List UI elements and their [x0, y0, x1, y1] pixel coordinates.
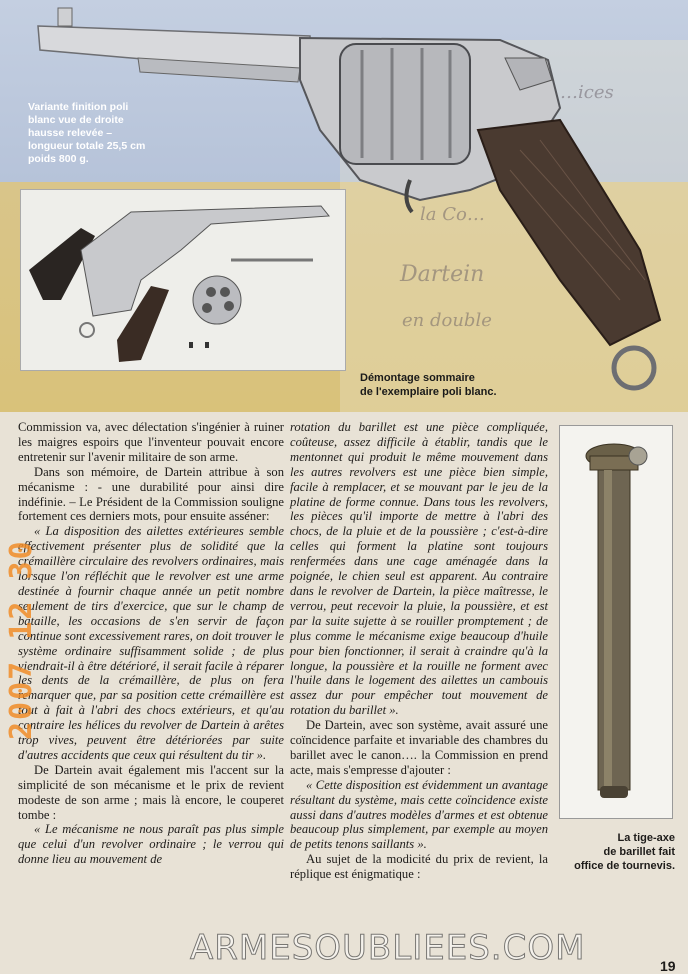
top-banner [0, 0, 688, 412]
side-caption-line2: de barillet fait [603, 846, 675, 858]
side-caption [563, 831, 675, 873]
middle-caption-line1: Démontage sommaire [360, 372, 475, 384]
disassembly-photo [21, 190, 345, 370]
quote-paragraph: rotation du barillet est une pièce compliquée, coûteuse, assez difficile à établir, tandis que le mentonnet qui produit le même mouvement dans les autres revolvers est une pièce bien simple, facile à remplacer, et se mouvant par le jeu de la platine de forme connue. Dans tous les revolvers, les pièces qu'il importe de mettre à l'abri des chocs, de la pluie et de la poussière ; c'est-à-dire celles qui forment la platine sont toujours renfermées dans une cage aménagée dans la poignée, le chien seul est apparent. Au contraire dans le revolver de Dartein, la pièce maîtresse, le verrou, peut recevoir la pluie, la poussière, et est par la suite sujette à se rouiller promptement ; de plus comme le mécanisme exige beaucoup d'huile pour bien fonctionner, il serait à craindre qu'à la longue, la poussière et la rouille ne forment avec l'huile dans le logement des ailettes un cambouis assez dur pour empêcher tout mouvement de rotation du barillet ». [290, 420, 548, 718]
cylinder-axis-photo [560, 426, 672, 818]
text-column-left [18, 420, 284, 867]
side-caption-line1: La tige-axe [617, 832, 675, 844]
middle-caption-line2: de l'exemplaire poli blanc. [360, 386, 497, 398]
handwriting-2: la Co… [420, 204, 485, 225]
paragraph: Au sujet de la modicité du prix de revient, la réplique est énigmatique : [290, 852, 548, 882]
paragraph: De Dartein avait également mis l'accent sur la simplicité de son mécanisme et le prix de revient modeste de son arme ; mais là encore, le couperet tombe : [18, 762, 284, 822]
paragraph: De Dartein, avec son système, avait assuré une coïncidence parfaite et invariable des chambres du barillet avec le canon…. la Commission en prend acte, mais s'empresse d'ajouter : [290, 718, 548, 777]
cylinder-axis-rod [560, 426, 672, 818]
paragraph: Dans son mémoire, de Dartein attribue à son mécanisme : - une durabilité pour ainsi dire indéfinie. – Le Président de la Commission souligne fortement ces derniers mots, pour ensuite asséner: [18, 464, 284, 524]
text-column-middle [290, 420, 548, 882]
cylinder [193, 276, 241, 324]
handwriting-4: en double [402, 310, 492, 331]
page-number: 19 [660, 958, 676, 974]
date-stamp: 2007 12 30 [4, 539, 39, 740]
quote-paragraph: « Le mécanisme ne nous paraît pas plus simple que celui d'un revolver ordinaire ; le verrou qui donne lieu au mouvement de [18, 822, 284, 867]
paragraph: Commission va, avec délectation s'ingénier à ruiner les maigres espoirs que l'inventeur pouvait encore entretenir sur l'avenir militaire de son arme. [18, 420, 284, 464]
handwriting-3: Dartein [400, 262, 485, 287]
handwriting-1: …ices [560, 82, 614, 103]
middle-caption [360, 371, 497, 399]
quote-paragraph: « Cette disposition est évidemment un avantage résultant du système, mais cette coïncidence existe aussi dans d'autres modèles d'armes et est obtenue beaucoup plus simplement, par exemple au moyen de petits tenons saillants ». [290, 777, 548, 852]
watermark: ARMESOUBLIEES.COM [190, 928, 586, 968]
side-caption-line3: office de tournevis. [574, 860, 675, 872]
quote-paragraph: « La disposition des ailettes extérieures semble effectivement présenter plus de solidité que la crémaillère circulaire des revolvers ordinaires, mais lorsque l'on réfléchit que le revolver est une arme destinée à fournir chaque année un petit nombre seulement de tirs d'exercice, que sur le champ de bataille, les occasions de s'en servir de façon continue sont excessivement rares, on doit trouver le système ordinaire suffisamment solide ; de plus viendrait-il à être détérioré, il serait facile à réparer les dents de la crémaillère, de plus on fera remarquer que, par sa position cette crémaillère est tout à fait à l'abri des chocs extérieurs, et qu'au contraire les hélices du revolver de Dartein à arêtes trop vives, peuvent être détériorées par suite d'autres accidents que ceux qui résultent du tir ». [18, 524, 284, 762]
top-caption: Variante finition poli blanc vue de droite hausse relevée – longueur totale 25,5 cm poids 800 g. [28, 101, 146, 165]
disassembled-parts-illustration [21, 190, 345, 370]
